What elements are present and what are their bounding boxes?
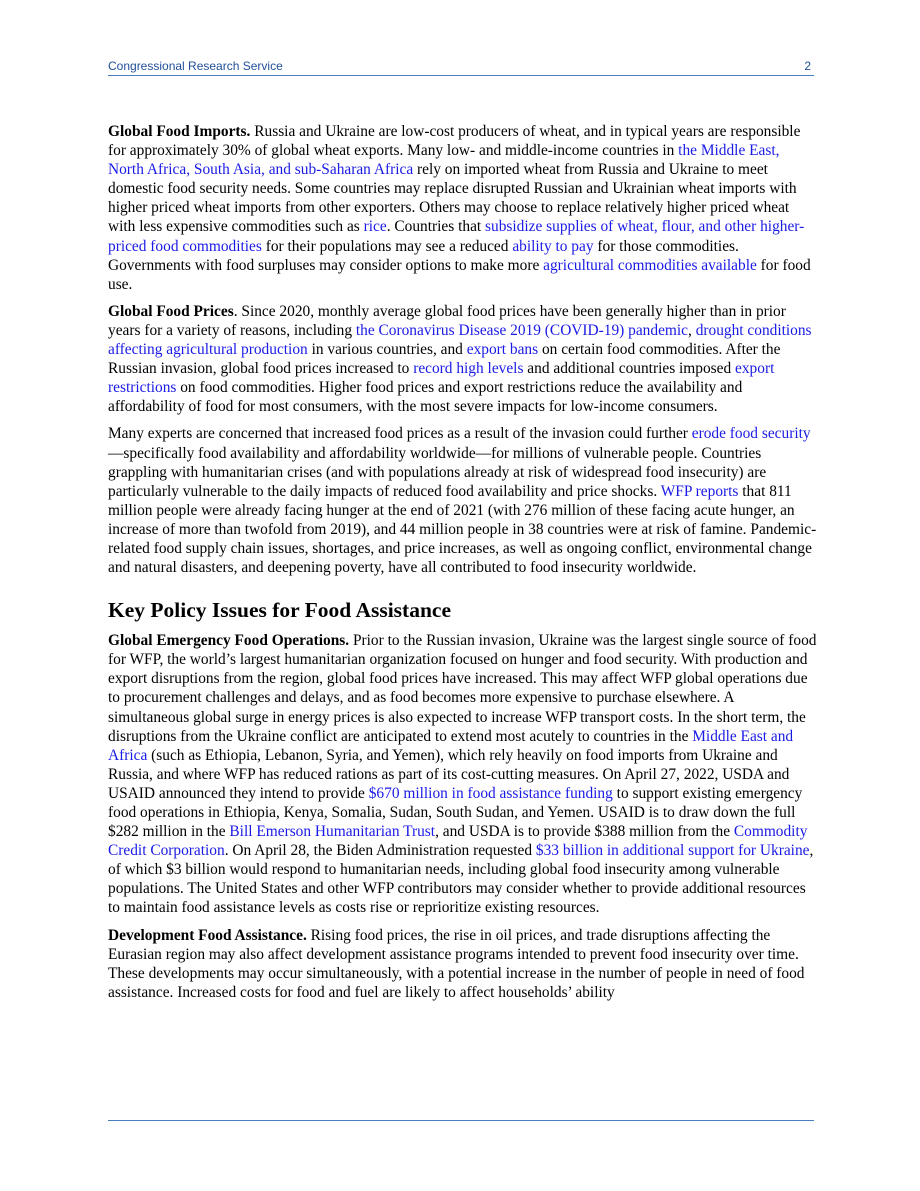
link-subsidize-supplies[interactable]: subsidize supplies of wheat, flour, and other higher-priced food commodities	[108, 218, 805, 255]
link-drought-conditions[interactable]: drought conditions affecting agricultural production	[108, 321, 812, 359]
link-ability-to-pay[interactable]: ability to pay	[512, 237, 594, 255]
running-header	[108, 58, 814, 76]
text: . On April 28, the Biden Administration requested	[224, 842, 536, 860]
text: for their populations may see a reduced	[261, 237, 513, 255]
text: , and USDA is to provide $388 million from the	[435, 823, 734, 841]
paragraph-lead: Development Food Assistance.	[108, 926, 307, 944]
section-heading: Key Policy Issues for Food Assistance	[108, 598, 452, 623]
link-mena-asia-africa[interactable]: the Middle East, North Africa, South Asia, and sub-Saharan Africa	[108, 142, 780, 179]
text: on certain food commodities. After the Russian invasion, global food prices increased to	[108, 341, 781, 378]
text: . Countries that	[386, 218, 486, 236]
text: to support existing emergency food operations in Ethiopia, Kenya, Somalia, Sudan, South Sudan, and Yemen. USAID is to draw down the full $282 million in the	[108, 784, 803, 841]
text: . Since 2020, monthly average global food prices have been generally higher than in prior years for a variety of reasons, including	[108, 302, 786, 339]
footer-divider	[108, 1120, 814, 1121]
link-bill-emerson-trust[interactable]: Bill Emerson Humanitarian Trust	[229, 823, 436, 841]
text: for food use.	[108, 256, 811, 293]
text: in various countries, and	[307, 341, 467, 359]
paragraph-global-food-prices	[108, 302, 818, 417]
text: that 811 million people were already facing hunger at the end of 2021 (with 276 million of these facing acute hunger, an increase of more than twofold from 2019), and 44 million people in 38 countries were at risk of famine. Pandemic-related food supply chain issues, shortages, and price increases, as well as ongoing conflict, environmental change and natural disasters, and deepening poverty, have all contributed to food insecurity worldwide.	[108, 482, 817, 577]
link-covid-pandemic[interactable]: the Coronavirus Disease 2019 (COVID-19) pandemic	[355, 321, 688, 339]
text: ,	[687, 321, 696, 339]
text: for those commodities. Governments with food surpluses may consider options to make more	[108, 237, 739, 274]
link-export-bans[interactable]: export bans	[466, 341, 539, 359]
text: Prior to the Russian invasion, Ukraine was the largest single source of food for WFP, the world’s largest humanitarian organization focused on hunger and food security. With production and export disruptions from the region, global food prices have increased. This may affect WFP global operations due to procurement challenges and delays, and as food becomes more expensive to purchase elsewhere. A simultaneous global surge in energy prices is also expected to increase WFP transport costs. In the short term, the disruptions from the Ukraine conflict are anticipated to extend most acutely to countries in the	[108, 632, 817, 745]
text: (such as Ethiopia, Lebanon, Syria, and Yemen), which rely heavily on food imports from Ukraine and Russia, and where WFP has reduced rations as part of its cost-cutting measures. On April 27, 2022, USDA and USAID announced they intend to provide	[108, 746, 790, 802]
text: Rising food prices, the rise in oil prices, and trade disruptions affecting the Eurasian region may also affect development assistance programs intended to prevent food insecurity over time. These developments may occur simultaneously, with a potential increase in the number of people in need of food assistance. Increased costs for food and fuel are likely to affect households’ ability	[108, 926, 805, 1001]
page-number: 2	[804, 59, 811, 73]
link-commodity-credit-corporation[interactable]: Commodity Credit Corporation	[108, 823, 808, 860]
text: Many experts are concerned that increased food prices as a result of the invasion could further	[108, 425, 692, 443]
text: on food commodities. Higher food prices and export restrictions reduce the availability and affordability of food for most consumers, with the most severe impacts for low-income consumers.	[108, 379, 743, 416]
link-670-million-funding[interactable]: $670 million in food assistance funding	[368, 784, 613, 802]
link-erode-food-security[interactable]: erode food security	[691, 425, 811, 443]
text: Russia and Ukraine are low-cost producers of wheat, and in typical years are responsible for approximately 30% of global wheat exports. Many low- and middle-income countries in	[108, 123, 801, 160]
text: —specifically food availability and affordability worldwide—for millions of vulnerable people. Countries grappling with humanitarian crises (and with populations already at risk of widespread food insecurity) are particularly vulnerable to the daily impacts of reduced food availability and price shocks.	[108, 444, 767, 500]
text: and additional countries imposed	[523, 360, 736, 378]
paragraph-development-food-assistance	[108, 926, 818, 1002]
link-33-billion-support[interactable]: $33 billion in additional support for Ukraine	[535, 842, 810, 860]
text: , of which $3 billion would respond to humanitarian needs, including global food insecurity among vulnerable populations. The United States and other WFP contributors may consider whether to provide additional resources to maintain food assistance levels as costs rise or reprioritize existing resources.	[108, 842, 814, 917]
paragraph-global-food-imports	[108, 122, 818, 294]
paragraph-lead: Global Food Imports.	[108, 123, 251, 140]
paragraph-lead: Global Emergency Food Operations.	[108, 632, 350, 650]
paragraph-food-security-concerns	[108, 424, 818, 577]
link-agricultural-commodities[interactable]: agricultural commodities available	[543, 256, 757, 274]
text: rely on imported wheat from Russia and Ukraine to meet domestic food security needs. Some countries may replace disrupted Russian and Ukrainian wheat imports with higher priced wheat imports from other exporters. Others may choose to replace relatively higher priced wheat with less expensive commodities such as	[108, 161, 797, 236]
header-org-name: Congressional Research Service	[108, 59, 283, 73]
link-record-high-levels[interactable]: record high levels	[413, 360, 524, 378]
paragraph-lead: Global Food Prices	[108, 302, 234, 320]
link-middle-east-africa[interactable]: Middle East and Africa	[108, 727, 794, 764]
paragraph-emergency-food-operations	[108, 631, 818, 917]
link-export-restrictions[interactable]: export restrictions	[108, 360, 775, 397]
link-rice[interactable]: rice	[363, 218, 387, 236]
document-body	[108, 122, 818, 1010]
link-wfp-reports[interactable]: WFP reports	[660, 482, 739, 500]
